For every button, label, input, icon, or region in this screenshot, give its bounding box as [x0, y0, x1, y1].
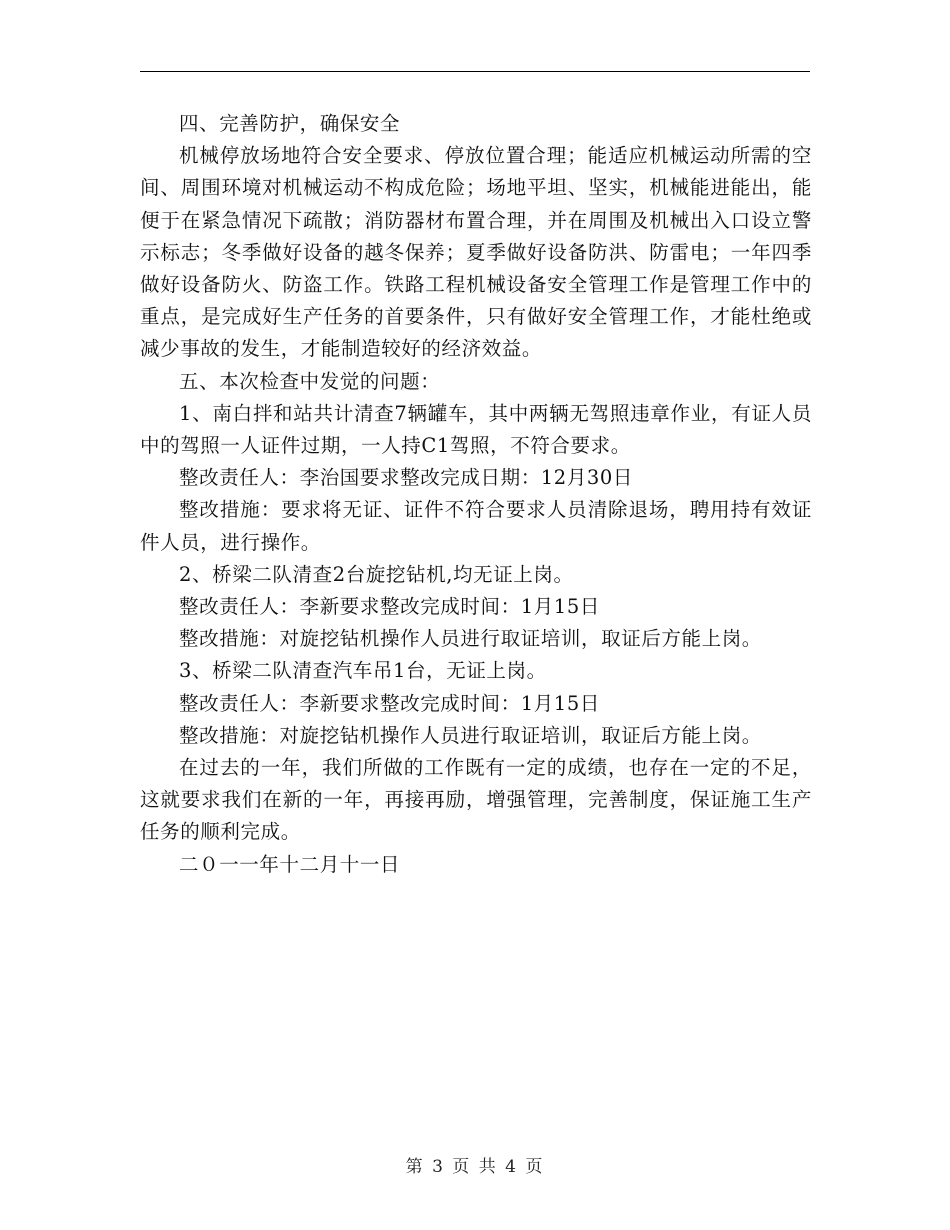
issue-1-responsible: 整改责任人：李治国要求整改完成日期：12月30日	[179, 466, 634, 490]
issue-3-responsible: 整改责任人：李新要求整改完成时间：1月15日	[179, 691, 600, 715]
issue-3: 3、桥梁二队清查汽车吊1台，无证上岗。	[179, 659, 547, 683]
issue-2-responsible: 整改责任人：李新要求整改完成时间：1月15日	[179, 595, 600, 619]
section-heading-5: 五、本次检查中发觉的问题：	[179, 369, 441, 393]
page-footer	[0, 1152, 950, 1177]
issue-2-measures: 整改措施：对旋挖钻机操作人员进行取证培训，取证后方能上岗。	[179, 627, 762, 651]
section-heading-4: 四、完善防护，确保安全	[179, 112, 401, 135]
closing-paragraph: 在过去的一年，我们所做的工作既有一定的成绩，也存在一定的不足，这就要求我们在新的一年，再接再励，增强管理，完善制度，保证施工生产任务的顺利完成。	[140, 756, 812, 844]
issue-1: 1、南白拌和站共计清查7辆罐车，其中两辆无驾照违章作业，有证人员中的驾照一人证件过期，一人持C1驾照，不符合要求。	[140, 401, 812, 458]
issue-3-measures: 整改措施：对旋挖钻机操作人员进行取证培训，取证后方能上岗。	[179, 723, 762, 747]
issue-1-measures: 整改措施：要求将无证、证件不符合要求人员清除退场，聘用持有效证件人员，进行操作。	[140, 498, 812, 554]
document-body	[140, 108, 812, 881]
issue-2: 2、桥梁二队清查2台旋挖钻机,均无证上岗。	[179, 562, 574, 586]
paragraph-protection: 机械停放场地符合安全要求、停放位置合理；能适应机械运动所需的空间、周围环境对机械运动不构成危险；场地平坦、坚实，机械能进能出，能便于在紧急情况下疏散；消防器材布置合理，并在周围及机械出入口设立警示标志；冬季做好设备的越冬保养；夏季做好设备防洪、防雷电；一年四季做好设备防火、防盗工作。铁路工程机械设备安全管理工作是管理工作中的重点，是完成好生产任务的首要条件，只有做好安全管理工作，才能杜绝或减少事故的发生，才能制造较好的经济效益。	[140, 144, 812, 361]
header-rule	[140, 71, 810, 72]
document-date: 二０一一年十二月十一日	[179, 852, 401, 876]
page-number: 第 3 页 共 4 页	[405, 1157, 545, 1177]
